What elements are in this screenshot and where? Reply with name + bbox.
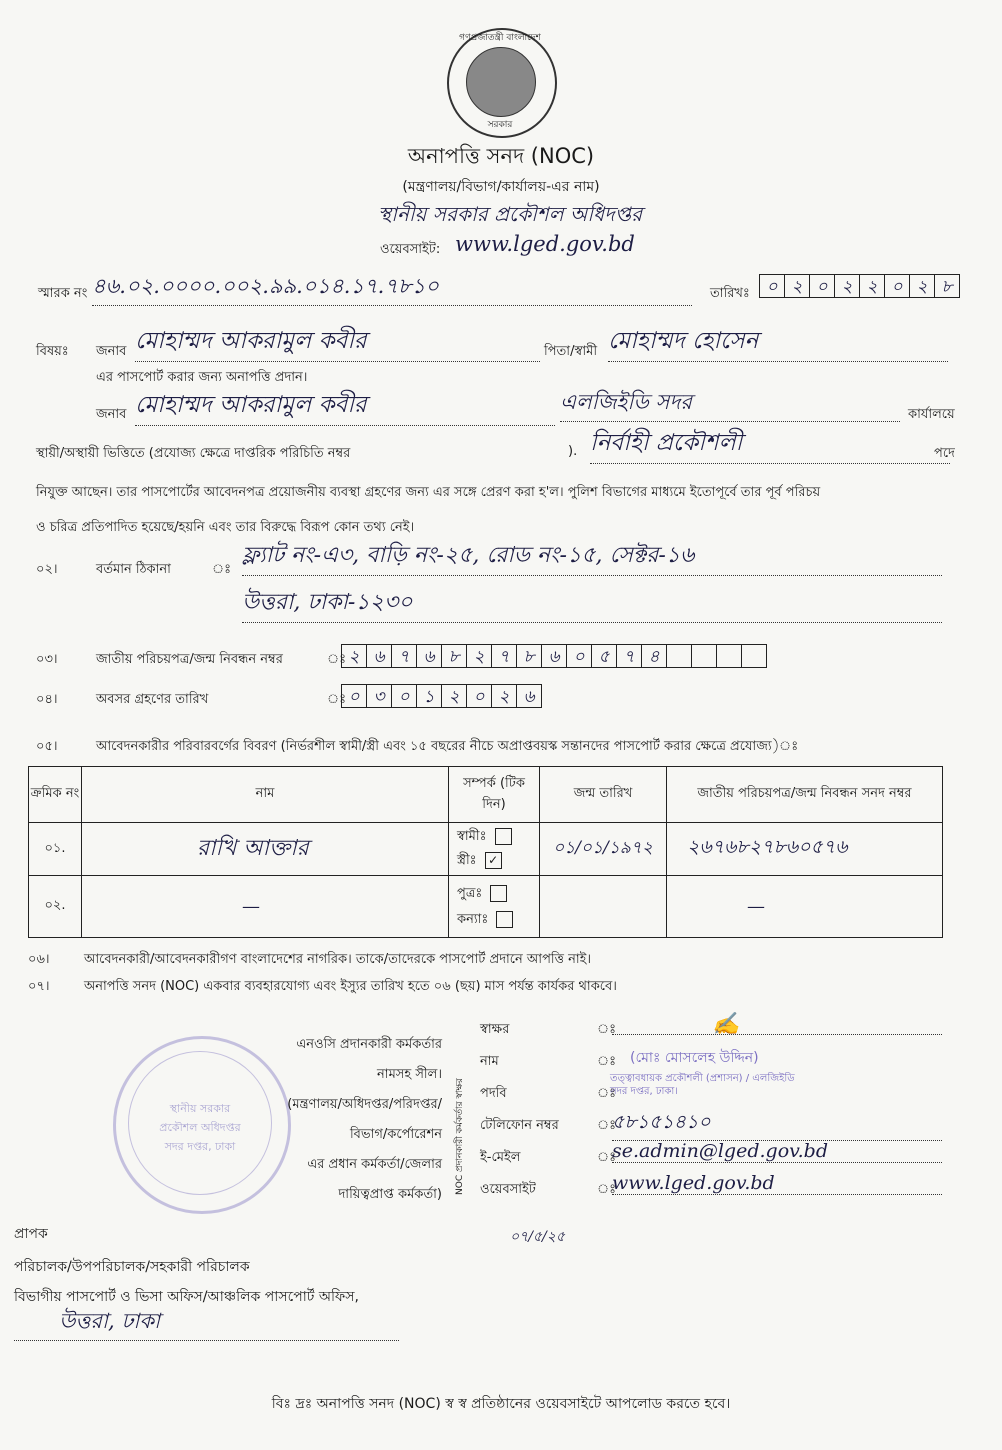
- office-stamp-text: স্থানীয় সরকার প্রকৌশল অধিদপ্তর সদর দপ্তর, ঢাকা: [159, 1102, 241, 1153]
- retirement-digit-box: ০: [341, 684, 367, 708]
- relation-checkbox-1[interactable]: [495, 828, 512, 845]
- retirement-digit-box: ২: [491, 684, 517, 708]
- post-label: পদে: [934, 446, 955, 461]
- recipient-initial: ০৭/৫/২৫: [510, 1229, 565, 1245]
- signatory-line: এর প্রধান কর্মকর্তা/জেলার: [307, 1157, 442, 1172]
- field-colon: ঃ: [597, 1150, 617, 1165]
- relation-checkbox-2[interactable]: ✓: [485, 852, 502, 869]
- note-06-number: ০৬।: [28, 952, 50, 967]
- nid-digit-box: ৮: [441, 644, 467, 668]
- col-nid: জাতীয় পরিচয়পত্র/জন্ম নিবন্ধন সনদ নম্বর: [667, 767, 943, 823]
- date-digit-box: ২: [909, 274, 935, 298]
- item-04-label: অবসর গ্রহণের তারিখ: [96, 692, 209, 707]
- field-label: ই-মেইল: [480, 1150, 521, 1165]
- field-colon: ঃ: [597, 1118, 617, 1133]
- nid-digit-box: ৬: [541, 644, 567, 668]
- nid-digit-box: [741, 644, 767, 668]
- nid-digit-box: ৬: [366, 644, 392, 668]
- row-name: —: [82, 876, 449, 938]
- memo-number: ৪৬.০২.০০০০.০০২.৯৯.০১৪.১৭.৭৮১০: [92, 270, 692, 306]
- subject-mr-label: জনাব: [96, 344, 127, 359]
- nid-digit-box: ৮: [516, 644, 542, 668]
- date-digit-box: ২: [834, 274, 860, 298]
- retirement-date-boxes: [342, 684, 542, 708]
- relation-label-2: কন্যাঃ: [457, 911, 489, 927]
- website-value: www.lged.gov.bd: [455, 232, 635, 256]
- seal-emblem-icon: [466, 47, 536, 117]
- item-05-label: আবেদনকারীর পরিবারবর্গের বিবরণ (নির্ভরশীল স্বামী/স্ত্রী এবং ১৫ বছরের নীচে অপ্রাপ্তবয়স্ক সন্তানদের পাসপোর্ট করার ক্ষেত্রে প্রযোজ্য)ঃ: [96, 739, 799, 754]
- nid-digit-box: ৫: [591, 644, 617, 668]
- body-line4: ও চরিত্র প্রতিপাদিত হয়েছে/হয়নি এবং তার বিরুদ্ধে বিরূপ কোন তথ্য নেই।: [36, 520, 415, 535]
- family-table: [28, 766, 943, 938]
- col-name: নাম: [82, 767, 449, 823]
- footer-note: বিঃ দ্রঃ অনাপত্তি সনদ (NOC) স্ব স্ব প্রতিষ্ঠানের ওয়েবসাইটে আপলোড করতে হবে।: [271, 1396, 731, 1412]
- nid-digit-box: ৭: [616, 644, 642, 668]
- nid-digit-box: ২: [341, 644, 367, 668]
- note-06: আবেদনকারী/আবেদনকারীগণ বাংলাদেশের নাগরিক। তাকে/তাদেরকে পাসপোর্ট প্রদানে আপত্তি নাই।: [84, 952, 592, 967]
- note-07: অনাপত্তি সনদ (NOC) একবার ব্যবহারযোগ্য এবং ইস্যুর তারিখ হতে ০৬ (ছয়) মাস পর্যন্ত কার্যকর থাকবে।: [84, 979, 617, 994]
- table-row: [29, 876, 943, 938]
- retirement-digit-box: ০: [466, 684, 492, 708]
- body-line2-close: ).: [568, 444, 578, 459]
- nid-boxes: [342, 644, 767, 668]
- date-digit-box: ০: [809, 274, 835, 298]
- item-05-number: ০৫।: [36, 739, 58, 754]
- website-label: ওয়েবসাইট:: [380, 242, 441, 257]
- item-02-label: বর্তমান ঠিকানা: [96, 562, 171, 577]
- field-colon: ঃ: [597, 1182, 617, 1197]
- item-03-colon: ঃ: [327, 652, 347, 667]
- office-name: স্থানীয় সরকার প্রকৌশল অধিদপ্তর: [377, 202, 643, 226]
- recipient-line2: বিভাগীয় পাসপোর্ট ও ভিসা অফিস/আঞ্চলিক পাসপোর্ট অফিস,: [14, 1289, 359, 1305]
- row-relation: [449, 876, 540, 938]
- date-digit-box: ২: [784, 274, 810, 298]
- row-name: রাখি আক্তার: [82, 823, 449, 876]
- applicant-name: মোহাম্মদ আকরামুল কবীর: [135, 322, 540, 362]
- date-boxes: [760, 274, 960, 298]
- nid-digit-box: ২: [466, 644, 492, 668]
- seal-top-text: গণপ্রজাতন্ত্রী বাংলাদেশ: [459, 33, 541, 43]
- row-nid: ২৬৭৬৮২৭৮৬০৫৭৬: [667, 823, 943, 876]
- signatory-line: দায়িত্বপ্রাপ্ত কর্মকর্তা): [338, 1187, 442, 1202]
- field-value: ৫৮১৫১৪১০: [612, 1108, 942, 1141]
- signatory-line: এনওসি প্রদানকারী কর্মকর্তার: [296, 1037, 442, 1052]
- nid-digit-box: [691, 644, 717, 668]
- date-digit-box: ০: [884, 274, 910, 298]
- item-04-colon: ঃ: [327, 692, 347, 707]
- signatory-description: [230, 1030, 442, 1210]
- item-03-label: জাতীয় পরিচয়পত্র/জন্ম নিবন্ধন নম্বর: [96, 652, 283, 667]
- item-04-number: ০৪।: [36, 692, 58, 707]
- field-value: www.lged.gov.bd: [612, 1172, 942, 1195]
- col-dob: জন্ম তারিখ: [540, 767, 667, 823]
- father-name: মোহাম্মদ হোসেন: [608, 322, 948, 362]
- recipient-label: প্রাপক: [14, 1226, 48, 1242]
- memo-label: স্মারক নং: [38, 286, 88, 301]
- table-row: [29, 823, 943, 876]
- relation-label-1: স্বামীঃ: [457, 829, 487, 844]
- row-serial: ০১.: [29, 823, 82, 876]
- relation-checkbox-2[interactable]: [496, 911, 513, 928]
- signatory-line: (মন্ত্রণালয়/অধিদপ্তর/পরিদপ্তর/: [287, 1097, 442, 1112]
- field-colon: ঃ: [597, 1086, 617, 1101]
- office-label: কার্যালয়ে: [908, 407, 955, 422]
- nid-digit-box: ৬: [416, 644, 442, 668]
- signatory-line: বিভাগ/কর্পোরেশন: [349, 1127, 442, 1142]
- subject-line2: এর পাসপোর্ট করার জন্য অনাপত্তি প্রদান।: [96, 370, 308, 385]
- nid-digit-box: ০: [566, 644, 592, 668]
- col-serial: ক্রমিক নং: [29, 767, 82, 823]
- signature-line: [612, 1034, 942, 1035]
- row-dob: ০১/০১/১৯৭২: [540, 823, 667, 876]
- relation-label-1: পুত্রঃ: [457, 885, 483, 901]
- nid-digit-box: ৭: [391, 644, 417, 668]
- retirement-digit-box: ৬: [516, 684, 542, 708]
- col-relation: সম্পর্ক (টিক দিন): [449, 767, 540, 823]
- nid-digit-box: [716, 644, 742, 668]
- signatory-vertical-text: NOC প্রদানকারী কর্মকর্তার স্বাক্ষর: [455, 1078, 465, 1195]
- recipient-line1: পরিচালক/উপপরিচালক/সহকারী পরিচালক: [14, 1259, 250, 1275]
- field-colon: ঃ: [597, 1054, 617, 1069]
- item-02-colon: ঃ: [212, 562, 232, 577]
- field-label: পদবি: [480, 1086, 507, 1101]
- date-label: তারিখঃ: [710, 286, 750, 301]
- field-value: তত্ত্বাবধায়ক প্রকৌশলী (প্রশাসন) / এলজিইডি সদর দপ্তর, ঢাকা।: [610, 1073, 795, 1097]
- retirement-digit-box: ২: [441, 684, 467, 708]
- field-label: নাম: [480, 1054, 499, 1069]
- address-line2: উত্তরা, ঢাকা-১২৩০: [242, 585, 942, 623]
- date-digit-box: ০: [759, 274, 785, 298]
- subject-label: বিষয়ঃ: [36, 344, 69, 359]
- nid-digit-box: ৪: [641, 644, 667, 668]
- row-dob: [540, 876, 667, 938]
- retirement-digit-box: ৩: [366, 684, 392, 708]
- relation-checkbox-1[interactable]: [490, 885, 507, 902]
- row-relation: [449, 823, 540, 876]
- body-mr-label: জনাব: [96, 407, 127, 422]
- item-03-number: ০৩।: [36, 652, 58, 667]
- note-07-number: ০৭।: [28, 979, 50, 994]
- signatory-line: নামসহ সীল।: [377, 1067, 442, 1082]
- body-line2: স্থায়ী/অস্থায়ী ভিত্তিতে (প্রযোজ্য ক্ষেত্রে দাপ্তরিক পরিচিতি নম্বর: [36, 446, 351, 461]
- nid-digit-box: ৭: [491, 644, 517, 668]
- item-02-number: ০২।: [36, 562, 58, 577]
- signature-scribble-icon: ✍: [712, 1012, 740, 1037]
- office-written: এলজিইডি সদর: [560, 386, 900, 422]
- date-digit-box: ২: [859, 274, 885, 298]
- signatory-fields: [480, 1012, 950, 1212]
- field-label: ওয়েবসাইট: [480, 1182, 536, 1197]
- nid-digit-box: [666, 644, 692, 668]
- field-website: [480, 1172, 950, 1212]
- field-value: (মোঃ মোসলেহ উদ্দিন): [630, 1050, 759, 1066]
- address-line1: ফ্ল্যাট নং-এ৩, বাড়ি নং-২৫, রোড নং-১৫, সেক্টর-১৬: [242, 538, 942, 576]
- retirement-digit-box: ১: [416, 684, 442, 708]
- family-table-header: [29, 767, 943, 823]
- field-label: স্বাক্ষর: [480, 1022, 510, 1037]
- field-value: se.admin@lged.gov.bd: [612, 1140, 942, 1163]
- seal-bottom-text: সরকার: [487, 120, 513, 130]
- designation: নির্বাহী প্রকৌশলী: [590, 424, 950, 464]
- field-label: টেলিফোন নম্বর: [480, 1118, 559, 1133]
- field-colon: ঃ: [597, 1022, 617, 1037]
- recipient-line3: উত্তরা, ঢাকা: [14, 1305, 399, 1341]
- row-serial: ০২.: [29, 876, 82, 938]
- relation-label-2: স্ত্রীঃ: [457, 853, 477, 868]
- page-title: অনাপত্তি সনদ (NOC): [407, 144, 595, 168]
- father-label: পিতা/স্বামী: [544, 344, 598, 359]
- body-line3: নিযুক্ত আছেন। তার পাসপোর্টের আবেদনপত্র প্রয়োজনীয় ব্যবস্থা গ্রহণের জন্য এর সঙ্গে প্রেরণ করা হ'ল। পুলিশ বিভাগের মাধ্যমে ইতোপূর্বে তার পূর্ব পরিচয়: [36, 485, 821, 500]
- applicant-name-repeat: মোহাম্মদ আকরামুল কবীর: [135, 386, 555, 426]
- retirement-digit-box: ০: [391, 684, 417, 708]
- row-nid: —: [667, 876, 943, 938]
- date-digit-box: ৮: [934, 274, 960, 298]
- page-subtitle: (মন্ত্রণালয়/বিভাগ/কার্যালয়-এর নাম): [402, 179, 600, 195]
